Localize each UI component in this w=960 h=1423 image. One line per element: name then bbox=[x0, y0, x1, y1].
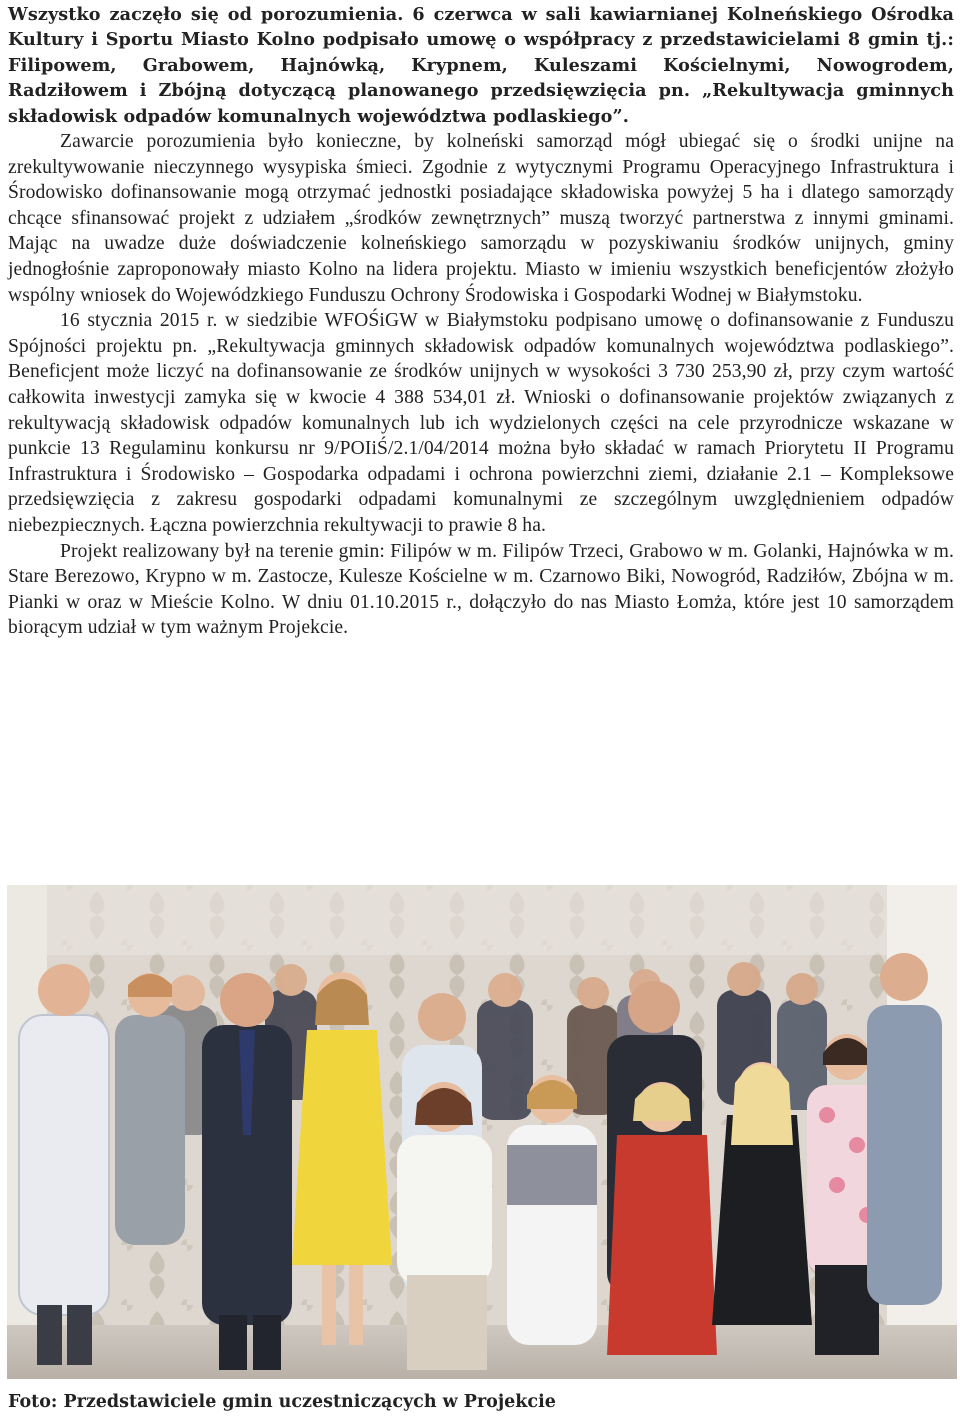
article-paragraph-3: Projekt realizowany był na terenie gmin: Filipów w m. Filipów Trzeci, Grabowo w m. Golanki, Hajnówka w m. Stare Berezowo, Krypno w m. Zastocze, Kulesze Kościelne w m. Czarnowo Biki, Nowogród, Radziłów, Zbójna w m. Pianki w oraz w Mieście Kolno. W dniu 01.10.2015 r., dołączyło do nas Miasto Łomża, które jest 10 samorządem biorącym udział w tym ważnym Projekcie. bbox=[8, 540, 954, 639]
group-photo-illustration bbox=[7, 885, 957, 1379]
article-paragraph-2: 16 stycznia 2015 r. w siedzibie WFOŚiGW w Białymstoku podpisano umowę o dofinansowanie z Funduszu Spójności projektu pn. „Rekultywacja gminnych składowisk odpadów komunalnych województwa podlaskiego”. Beneficjent może liczyć na dofinansowanie ze środków unijnych w wysokości 3 730 253,90 zł, przy czym wartość całkowita inwestycji zamyka się w kwocie 4 388 534,01 zł. Wnioski o dofinansowanie projektów związanych z rekultywacją składowisk odpadów komunalnych lub ich wydzielonych części na cele przyrodnicze wskazane w punkcie 13 Regulaminu konkursu nr 9/POIiŚ/2.1/04/2014 można było składać w ramach Priorytetu II Programu Infrastruktura i Środowisko – Gospodarka odpadami i ochrona powierzchni ziemi, działanie 2.1 – Kompleksowe przedsięwzięcia z zakresu gospodarki odpadami komunalnymi ze szczególnym uwzględnieniem odpadów niebezpiecznych. Łączna powierzchnia rekultywacji to prawie 8 ha. bbox=[8, 310, 954, 536]
photo-caption: Foto: Przedstawiciele gmin uczestniczących w Projekcie bbox=[8, 1392, 556, 1412]
article-paragraph-1: Zawarcie porozumienia było konieczne, by kolneński samorząd mógł ubiegać się o środki unijne na zrekultywowanie nieczynnego wysypiska śmieci. Zgodnie z wytycznymi Programu Operacyjnego Infrastruktura i Środowisko dofinansowanie mogą otrzymać jednostki posiadające składowiska powyżej 5 ha i dlatego samorządy chcące sfinansować projekt z udziałem „środków zewnętrznych” muszą tworzyć partnerstwa z innymi gminami. Mając na uwadze duże doświadczenie kolneńskiego samorządu w pozyskiwaniu środków unijnych, gminy jednogłośnie zaproponowały miasto Kolno na lidera projektu. Miasto w imieniu wszystkich beneficjentów złożyło wspólny wniosek do Wojewódzkiego Funduszu Ochrony Środowiska i Gospodarki Wodnej w Białymstoku. bbox=[8, 131, 954, 306]
article-lead: Wszystko zaczęło się od porozumienia. 6 czerwca w sali kawiarnianej Kolneńskiego Ośrodka Kultury i Sportu Miasto Kolno podpisało umowę o współpracy z przedstawicielami 8 gmin tj.: Filipowem, Grabowem, Hajnówką, Krypnem, Kuleszami Kościelnymi, Nowogrodem, Radziłowem i Zbójną dotyczącą planowanego przedsięwzięcia pn. „Rekultywacja gminnych składowisk odpadów komunalnych województwa podlaskiego”. bbox=[8, 4, 954, 127]
article-body bbox=[8, 2, 954, 641]
group-photo bbox=[7, 885, 957, 1379]
